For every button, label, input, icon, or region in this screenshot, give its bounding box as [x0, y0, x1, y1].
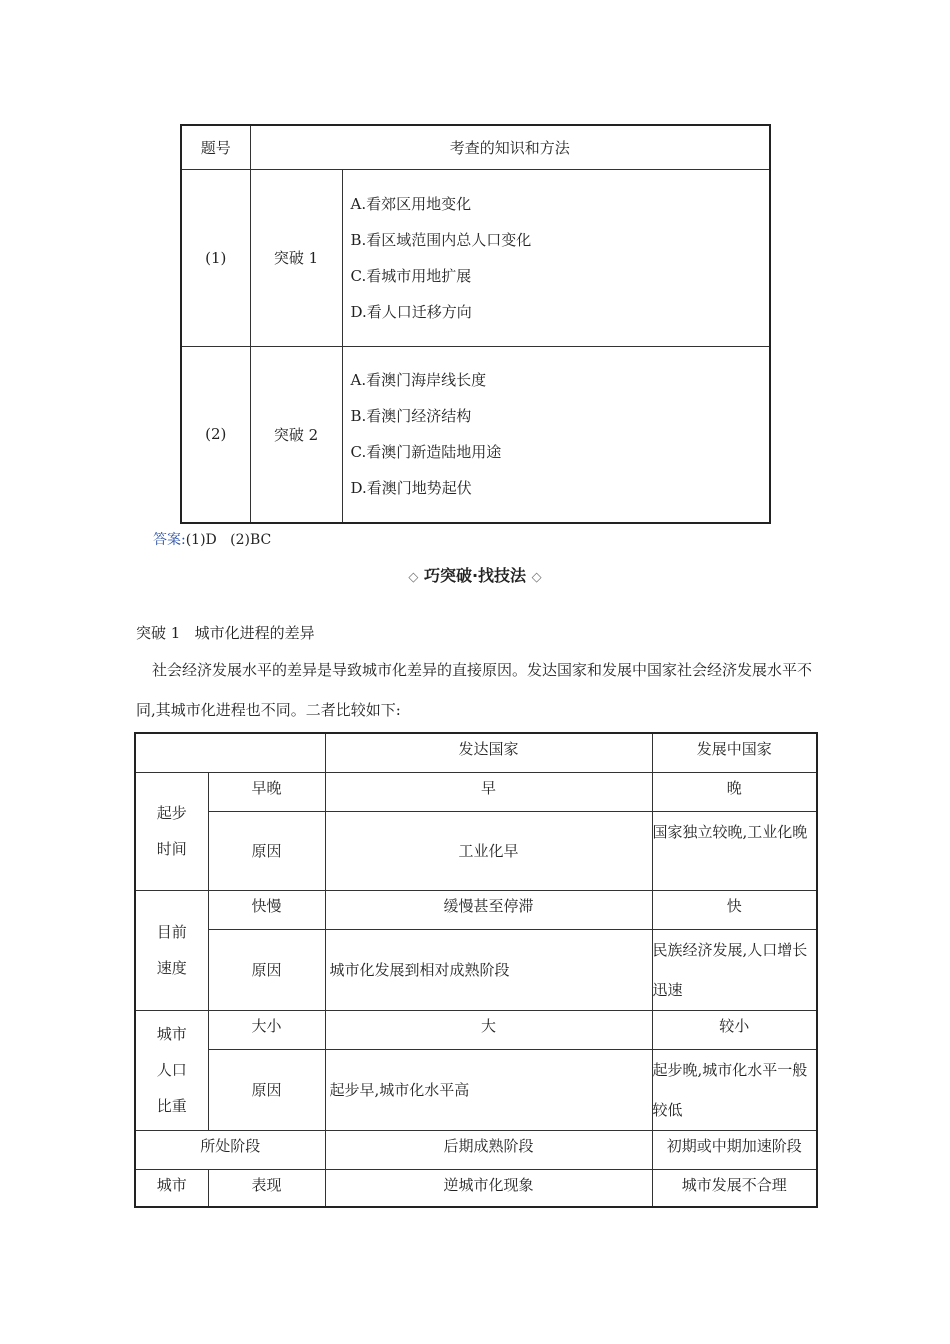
aspect-cell: 表现 — [208, 1169, 325, 1207]
option-item: B.看区域范围内总人口变化 — [350, 230, 532, 249]
stage-label: 所处阶段 — [135, 1130, 325, 1169]
option-item: C.看澳门新造陆地用途 — [350, 443, 502, 462]
developing-cell: 快 — [652, 890, 817, 929]
developing-cell: 城市发展不合理 — [652, 1169, 817, 1207]
developed-cell: 后期成熟阶段 — [325, 1130, 652, 1169]
options-cell — [342, 346, 770, 523]
option-item: B.看澳门经济结构 — [350, 407, 472, 426]
question-number: (1) — [181, 169, 250, 346]
aspect-cell: 原因 — [208, 929, 325, 1010]
developed-cell: 大 — [325, 1010, 652, 1049]
option-item: C.看城市用地扩展 — [350, 266, 472, 285]
developing-cell: 较小 — [652, 1010, 817, 1049]
diamond-ornament-icon: ◇ — [531, 570, 542, 585]
developed-cell: 早 — [325, 772, 652, 811]
developed-cell: 逆城市化现象 — [325, 1169, 652, 1207]
aspect-cell: 原因 — [208, 1049, 325, 1130]
question-number: (2) — [181, 346, 250, 523]
option-item: A.看澳门海岸线长度 — [350, 371, 487, 390]
developing-cell: 国家独立较晚,工业化晚 — [652, 811, 817, 890]
header-blank — [135, 733, 325, 772]
section-banner — [0, 563, 950, 586]
answer-label: 答案: — [153, 532, 186, 548]
diamond-ornament-icon: ◇ — [408, 570, 419, 585]
developed-cell: 缓慢甚至停滞 — [325, 890, 652, 929]
options-cell — [342, 169, 770, 346]
developed-cell: 起步早,城市化水平高 — [325, 1049, 652, 1130]
section-title: 突破 1 城市化进程的差异 — [136, 624, 315, 642]
answer-line — [153, 529, 271, 549]
developing-cell: 初期或中期加速阶段 — [652, 1130, 817, 1169]
section-paragraph: 社会经济发展水平的差异是导致城市化差异的直接原因。发达国家和发展中国家社会经济发展水平不同,其城市化进程也不同。二者比较如下: — [136, 661, 813, 719]
option-item: A.看郊区用地变化 — [350, 194, 472, 213]
developing-cell: 民族经济发展,人口增长迅速 — [652, 929, 817, 1010]
method-label: 突破 2 — [250, 346, 342, 523]
developed-cell: 工业化早 — [325, 811, 652, 890]
answer-text: (1)D (2)BC — [185, 532, 272, 548]
header-developed: 发达国家 — [325, 733, 652, 772]
developing-cell: 起步晚,城市化水平一般较低 — [652, 1049, 817, 1130]
group-title: 城市 人口 比重 — [135, 1010, 208, 1130]
header-knowledge-method: 考查的知识和方法 — [250, 125, 770, 169]
aspect-cell: 大小 — [208, 1010, 325, 1049]
option-item: D.看人口迁移方向 — [350, 302, 472, 321]
urbanization-comparison-table — [134, 732, 818, 1208]
developed-cell: 城市化发展到相对成熟阶段 — [325, 929, 652, 1010]
group-title: 城市 — [135, 1169, 208, 1207]
group-title: 起步 时间 — [135, 772, 208, 890]
aspect-cell: 快慢 — [208, 890, 325, 929]
banner-title: 巧突破·找技法 — [423, 566, 527, 585]
group-title: 目前 速度 — [135, 890, 208, 1010]
header-developing: 发展中国家 — [652, 733, 817, 772]
option-item: D.看澳门地势起伏 — [350, 479, 472, 498]
developing-cell: 晚 — [652, 772, 817, 811]
knowledge-method-table — [180, 124, 771, 524]
header-question-number: 题号 — [181, 125, 250, 169]
aspect-cell: 早晚 — [208, 772, 325, 811]
method-label: 突破 1 — [250, 169, 342, 346]
aspect-cell: 原因 — [208, 811, 325, 890]
